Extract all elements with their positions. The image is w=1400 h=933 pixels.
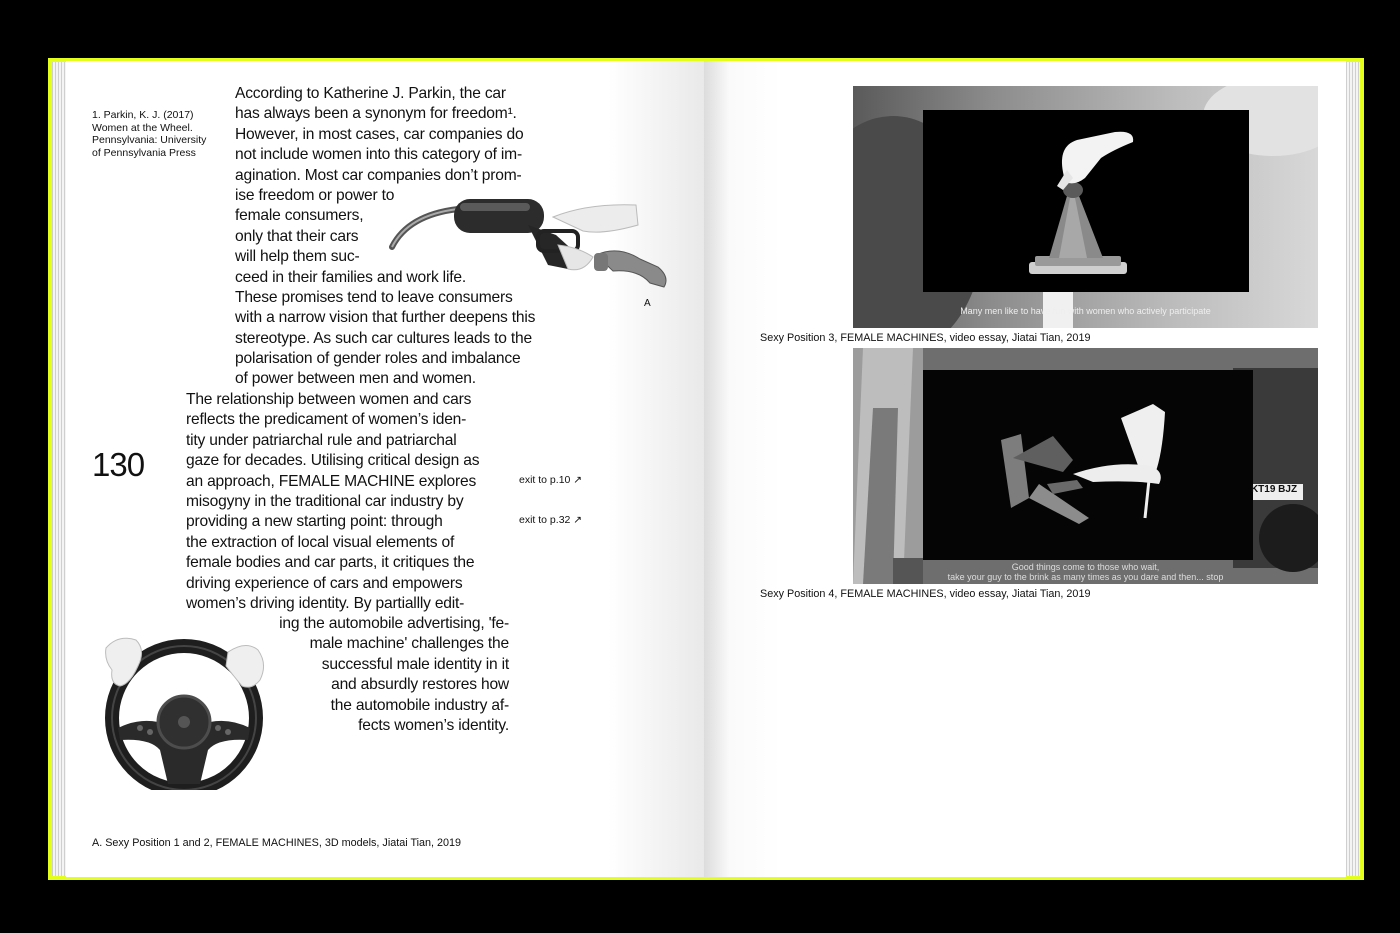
text-line: successful male identity in it (321, 655, 509, 673)
exit-link-p10[interactable]: exit to p.10 ↗ (519, 474, 583, 486)
footnote-line: 1. Parkin, K. J. (2017) (92, 109, 194, 121)
text-line: and absurdly restores how (331, 676, 509, 694)
figure-caption-a: A. Sexy Position 1 and 2, FEMALE MACHINES, 3D models, Jiatai Tian, 2019 (92, 837, 462, 849)
text-line: ceed in their families and work life. (235, 268, 466, 286)
video-subtitle-2-line-1: Good things come to those who wait, (1011, 562, 1160, 572)
figure-caption-sexy-position-3: Sexy Position 3, FEMALE MACHINES, video essay, Jiatai Tian, 2019 (760, 332, 1091, 344)
figure-marker-a: A (644, 298, 651, 309)
text-line: These promises tend to leave consumers (235, 288, 513, 306)
text-line: only that their cars (235, 227, 359, 245)
page-number: 130 (92, 446, 145, 483)
steering-wheel-illustration (98, 630, 273, 790)
figure-caption-sexy-position-4: Sexy Position 4, FEMALE MACHINES, video essay, Jiatai Tian, 2019 (760, 588, 1091, 600)
video-subtitle-2-line-2: take your guy to the brink as many times as you dare and then... stop (947, 572, 1224, 582)
text-line: female bodies and car parts, it critiques the (186, 554, 475, 572)
text-line: has always been a synonym for freedom¹. (235, 105, 517, 123)
text-line: ing the automobile advertising, 'fe- (279, 615, 509, 632)
text-line: misogyny in the traditional car industry by (186, 492, 464, 510)
footnote-line: Pennsylvania: University (92, 134, 207, 147)
text-line: the automobile industry af- (330, 696, 509, 714)
text-line: women’s driving identity. By partiallly edit- (186, 594, 465, 612)
text-line: the extraction of local visual elements of (186, 533, 455, 551)
text-line: with a narrow vision that further deepens this (235, 309, 536, 327)
text-line: ise freedom or power to (235, 186, 395, 204)
footnote (92, 109, 206, 159)
text-line: gaze for decades. Utilising critical design as (186, 452, 480, 470)
exit-link-p32[interactable]: exit to p.32 ↗ (519, 514, 583, 526)
fuel-nozzle-hand-illustration (388, 195, 673, 295)
text-line: female consumers, (235, 207, 364, 225)
footnote-line: of Pennsylvania Press (92, 146, 196, 159)
footnote-line: Women at the Wheel. (92, 121, 193, 134)
video-still-2-image (853, 348, 1318, 584)
text-line: agination. Most car companies don’t prom- (235, 166, 522, 184)
text-line: stereotype. As such car cultures leads to the (235, 329, 532, 347)
license-plate: KT19 BJZ (1250, 484, 1298, 495)
text-line: male machine' challenges the (309, 635, 509, 653)
page-stack-left (52, 62, 66, 876)
text-line: of power between men and women. (235, 370, 476, 388)
text-line: The relationship between women and cars (186, 391, 472, 408)
text-line: tity under patriarchal rule and patriarchal (186, 431, 457, 449)
page-stack-right (1346, 62, 1360, 876)
text-line: polarisation of gender roles and imbalance (235, 350, 521, 368)
text-line: driving experience of cars and empowers (186, 574, 463, 592)
video-subtitle-1: Many men like to have fun with women who actively participate (960, 306, 1211, 316)
video-still-1-image (853, 86, 1318, 328)
text-line: not include women into this category of im- (235, 146, 522, 164)
text-line: an approach, FEMALE MACHINE explores (186, 472, 477, 490)
text-line: reflects the predicament of women’s iden- (186, 411, 467, 429)
body-text-block-2 (186, 390, 479, 614)
video-still-sexy-position-4 (853, 348, 1318, 584)
text-line: providing a new starting point: through (186, 513, 443, 531)
text-line: fects women’s identity. (358, 716, 509, 734)
text-line: According to Katherine J. Parkin, the car (235, 85, 506, 102)
text-line: will help them suc- (235, 248, 360, 266)
text-line: However, in most cases, car companies do (235, 125, 524, 143)
video-still-sexy-position-3 (853, 86, 1318, 328)
